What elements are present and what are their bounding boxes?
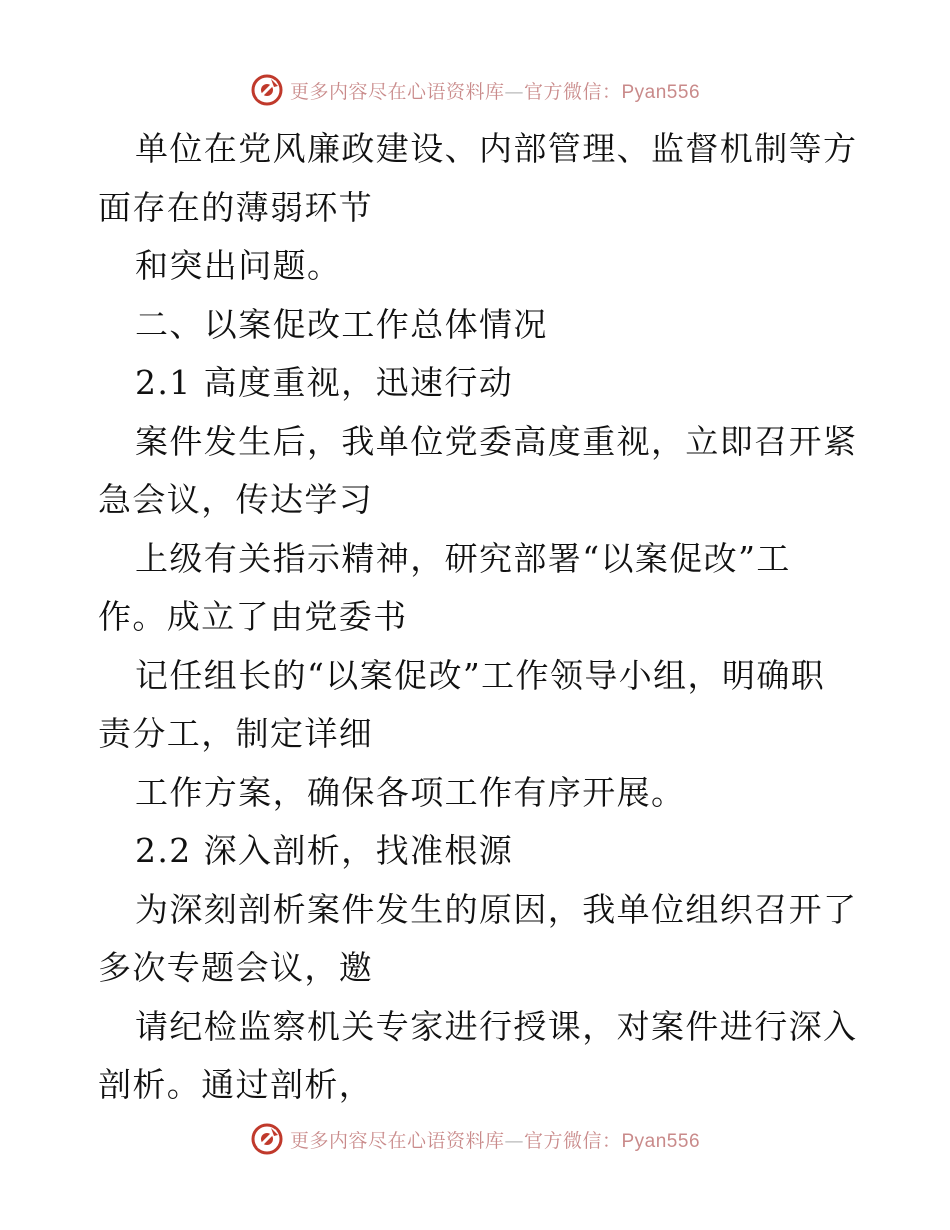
text-line: 剖析。通过剖析， [98,1065,374,1104]
watermark-separator: — [504,1129,524,1152]
watermark-prefix: 更多内容尽在心语资料库 [289,1129,505,1152]
watermark-separator: — [504,80,524,103]
watermark-prefix: 更多内容尽在心语资料库 [289,80,505,103]
text-line: 和突出问题。 [135,246,342,285]
watermark-account: Pyan556 [621,1130,701,1152]
watermark-label: 官方微信： [523,1129,622,1152]
text-line: 为深刻剖析案件发生的原因，我单位组织召开了 [135,889,858,929]
text-line: 上级有关指示精神，研究部署“以案促改”工 [135,538,791,578]
brand-logo-icon [250,73,284,107]
watermark-account: Pyan556 [621,81,701,103]
watermark-label: 官方微信： [523,80,622,103]
text-line: 案件发生后，我单位党委高度重视，立即召开紧 [135,421,858,461]
text-line: 面存在的薄弱环节 [98,187,374,227]
text-line: 二、以案促改工作总体情况 [135,304,548,344]
text-line: 责分工，制定详细 [98,714,374,753]
text-line: 多次专题会议，邀 [98,948,374,987]
text-line: 工作方案，确保各项工作有序开展。 [135,772,686,812]
text-line: 请纪检监察机关专家进行授课，对案件进行深入 [135,1006,858,1046]
text-line: 2.1 高度重视，迅速行动 [135,363,514,402]
header-watermark [0,70,950,110]
text-line: 急会议，传达学习 [98,480,374,519]
brand-logo-icon [250,1122,284,1156]
text-line: 单位在党风廉政建设、内部管理、监督机制等方 [135,129,858,168]
text-line: 记任组长的“以案促改”工作领导小组，明确职 [135,655,826,695]
watermark-text [290,77,700,104]
footer-watermark [0,1119,950,1159]
watermark-text [290,1126,700,1153]
text-line: 作。成立了由党委书 [98,597,408,636]
text-line: 2.2 深入剖析，找准根源 [135,831,514,870]
document-body [98,120,858,1115]
